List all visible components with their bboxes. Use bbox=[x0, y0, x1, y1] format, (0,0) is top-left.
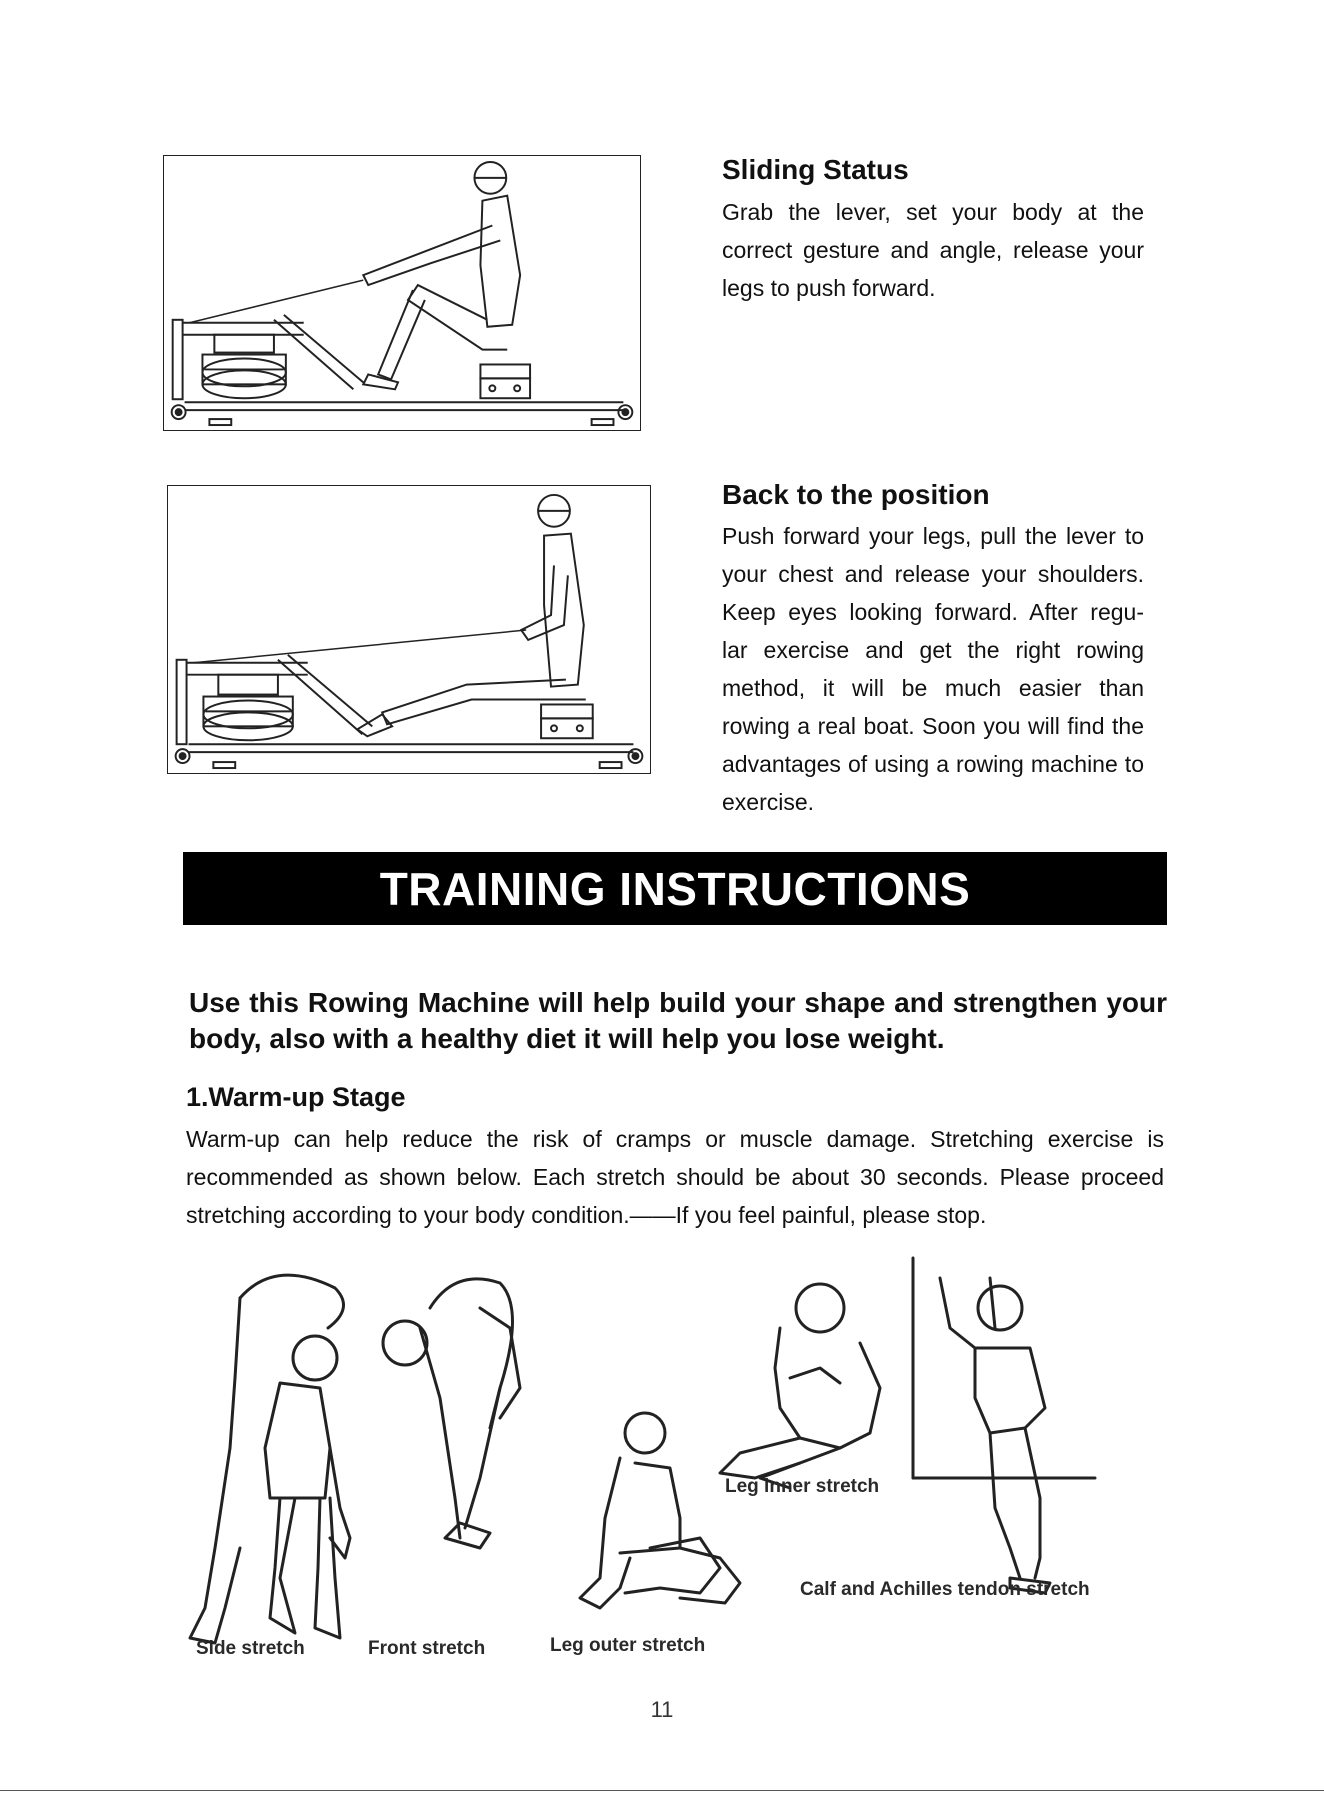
intro-statement: Use this Rowing Machine will help build your shape and strengthen your body, also with a healthy diet it will help you lose weight. bbox=[189, 987, 1167, 1054]
calf-stretch-figure bbox=[940, 1278, 1050, 1593]
caption-calf-stretch: Calf and Achilles tendon stretch bbox=[800, 1579, 1090, 1600]
sliding-status-title: Sliding Status bbox=[722, 154, 909, 185]
page-number: 11 bbox=[650, 1697, 674, 1722]
front-stretch-figure bbox=[383, 1279, 520, 1548]
warmup-body: Warm-up can help reduce the risk of cramps or muscle damage. Stretching exercise is recommended as shown below. Each stretch should be about 30 seconds. Please proceed stretching according to your body condition.——If you feel painful, please stop. bbox=[186, 1126, 1164, 1228]
leg-outer-stretch-figure bbox=[580, 1413, 740, 1608]
page-bottom-rule bbox=[0, 1790, 1324, 1791]
caption-front-stretch: Front stretch bbox=[368, 1638, 486, 1659]
leg-inner-stretch-figure bbox=[720, 1284, 880, 1488]
side-stretch-figure bbox=[190, 1275, 350, 1643]
caption-leg-inner-stretch: Leg inner stretch bbox=[725, 1476, 880, 1497]
rowing-machine-sliding-illustration bbox=[164, 156, 640, 430]
sliding-status-body: Grab the lever, set your body at the correct gesture and angle, release your legs to push forward. bbox=[722, 199, 1144, 301]
rowing-machine-return-illustration bbox=[168, 486, 650, 773]
caption-leg-outer-stretch: Leg outer stretch bbox=[550, 1635, 706, 1656]
back-position-body: Push forward your legs, pull the lever to your chest and release your shoulders. Keep eyes looking forward. After regu- lar exercise and get the right rowing method, it will be much easier than rowing a real boat. Soon you will find the advantages of using a rowing machine to exercise. bbox=[722, 523, 1144, 815]
back-position-title: Back to the position bbox=[722, 479, 990, 510]
rowing-figure-sliding bbox=[163, 155, 641, 431]
stretch-illustrations bbox=[180, 1248, 1180, 1668]
caption-side-stretch: Side stretch bbox=[196, 1638, 305, 1659]
warmup-title: 1.Warm-up Stage bbox=[186, 1082, 406, 1112]
rowing-figure-back bbox=[167, 485, 651, 774]
training-instructions-banner: TRAINING INSTRUCTIONS bbox=[183, 852, 1167, 925]
